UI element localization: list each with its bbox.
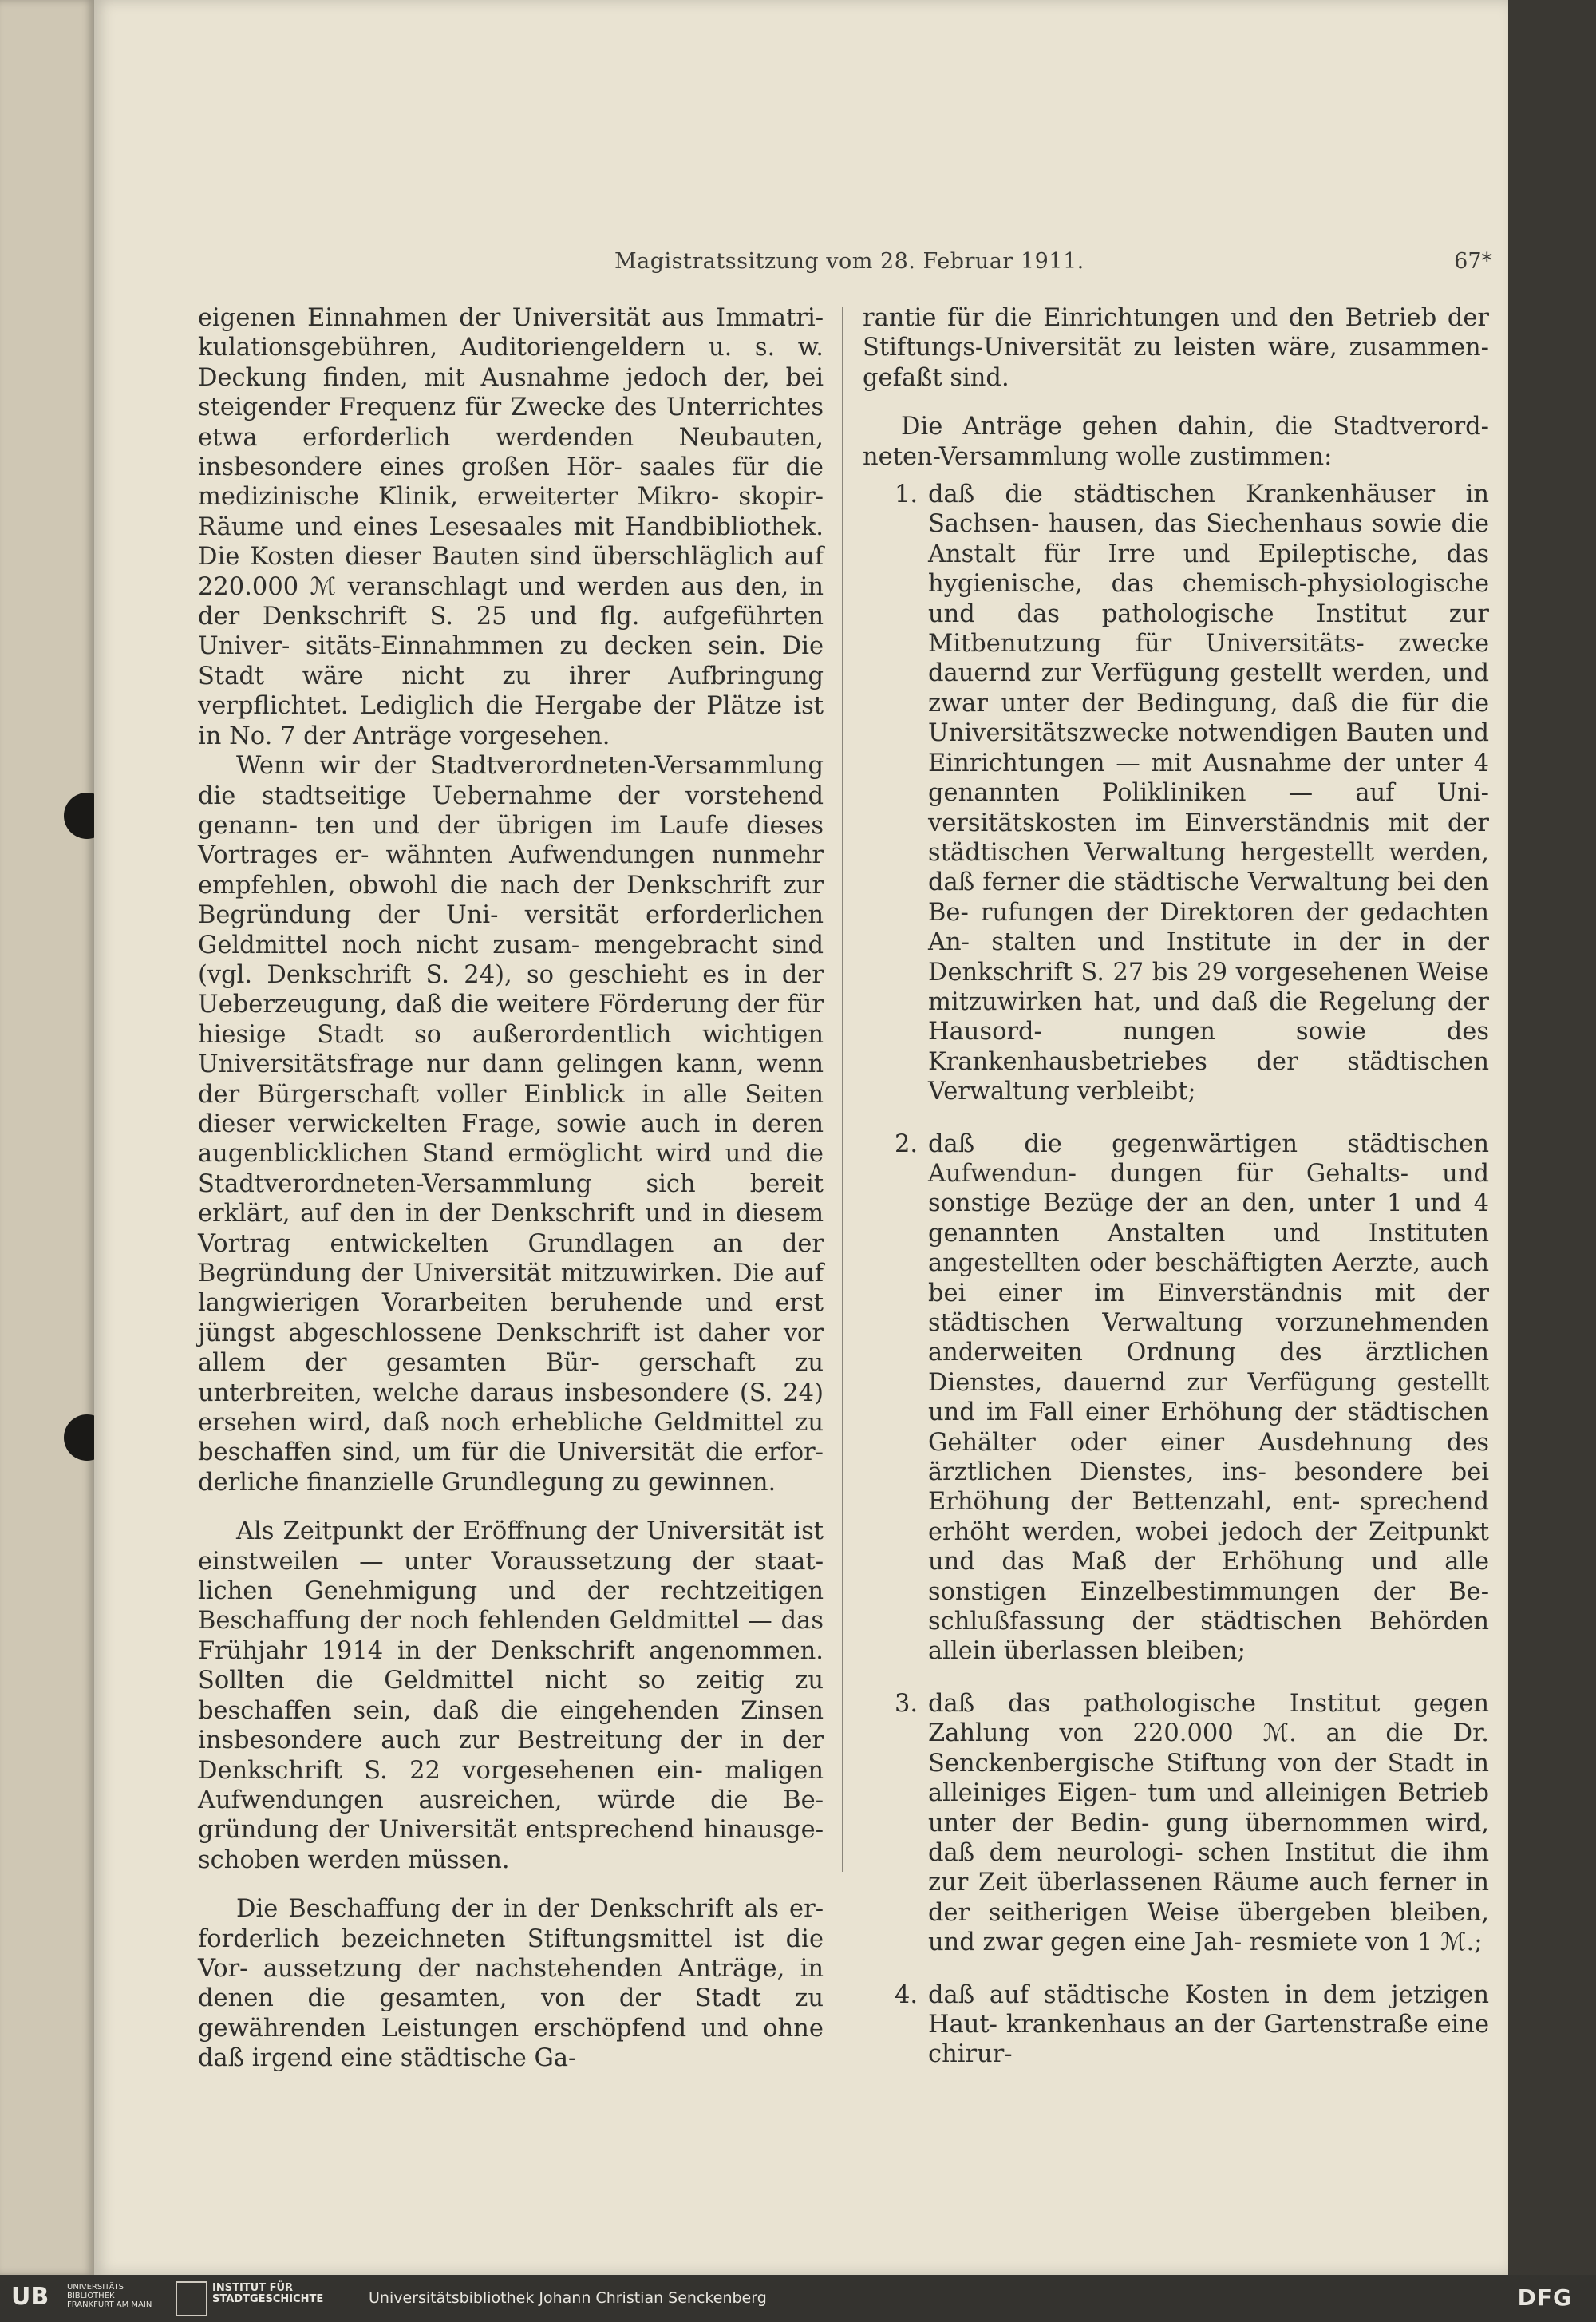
left-column — [198, 303, 824, 2074]
header-title: Magistratssitzung vom 28. Februar 1911. — [614, 249, 1084, 274]
institute-logo-text: INSTITUT FÜR STADTGESCHICHTE — [212, 2282, 324, 2305]
ub-logo-text: UNIVERSITÄTS BIBLIOTHEK FRANKFURT AM MAIN — [67, 2283, 152, 2309]
institute-logo-icon[interactable] — [176, 2281, 207, 2316]
ub-logo[interactable]: UB — [11, 2283, 49, 2311]
list-item-text: daß die städtischen Krankenhäuser in Sachsen- hausen, das Siechenhaus sowie die Anstalt für Irre und Epileptische, das hygienische, das chemisch-physiologische und das pathologische Institut zur Mitbenutzung für Universitäts- zwecke dauernd zur Verfügung gestellt werden, und zwar unter der Bedingung, daß die für die Universitätszwecke notwendigen Bauten und Einrichtungen — mit Ausnahme der unter 4 genannten Polikliniken — auf Uni- versitätskosten im Einverständnis mit der städtischen Verwaltung hergestellt werden, daß ferner die städtische Verwaltung bei den Be- rufungen der Direktoren der gedachten An- stalten und Institute in der in der Denkschrift S. 27 bis 29 vorgesehenen Weise mitzuwirken hat, und daß die Regelung der Hausord- nungen sowie des Krankenhausbetriebes der städtischen Verwaltung verbleibt; — [928, 481, 1489, 1106]
running-header — [200, 249, 1492, 281]
list-item-text: daß die gegenwärtigen städtischen Aufwendun- dungen für Gehalts- und sonstige Bezüge der an den, unter 1 und 4 genannten Anstalten und Instituten angestellten oder beschäftigten Aerzte, auch bei einer im Einverständnis mit der städtischen Verwaltung vorzunehmenden anderweiten Ordnung des ärztlichen Dienstes, dauernd zur Verfügung gestellt und im Fall einer Erhöhung der städtischen Gehälter oder einer Ausdehnung des ärztlichen Dienstes, ins- besondere bei Erhöhung der Bettenzahl, ent- sprechend erhöht werden, wobei jedoch der Zeitpunkt und das Maß der Erhöhung und alle sonstigen Einzelbestimmungen der Be- schlußfassung der städtischen Behörden allein überlassen bleiben; — [928, 1129, 1489, 1666]
paragraph: Wenn wir der Stadtverordneten-Versammlung die stadtseitige Uebernahme der vorstehend genann- ten und der übrigen im Laufe dieses Vortrages er- wähnten Aufwendungen nunmehr empfehlen, obwohl die nach der Denkschrift zur Begründung der Uni- versität erforderlichen Geldmittel noch nicht zusam- mengebracht sind (vgl. Denkschrift S. 24), so geschieht es in der Ueberzeugung, daß die weitere Förderung der für hiesige Stadt so außerordentlich wichtigen Universitätsfrage nur dann gelingen kann, wenn der Bürgerschaft voller Einblick in alle Seiten dieser verwickelten Frage, sowie auch in deren augenblicklichen Stand ermöglicht wird und die Stadtverordneten-Versammlung sich bereit erklärt, auf den in der Denkschrift und in diesem Vortrag entwickelten Grundlagen an der Begründung der Universität mitzuwirken. Die auf langwierigen Vorarbeiten beruhende und erst jüngst abgeschlossene Denkschrift ist daher vor allem der gesamten Bür- gerschaft zu unterbreiten, welche daraus insbesondere (S. 24) ersehen wird, daß noch erhebliche Geldmittel zu beschaffen sind, um für die Universität die erfor- derliche finanzielle Grundlegung zu gewinnen. — [198, 752, 824, 1497]
paragraph: Die Beschaffung der in der Denkschrift als er- forderlich bezeichneten Stiftungsmittel ist die Vor- aussetzung der nachstehenden Anträge, in denen die gesamten, von der Stadt zu gewährenden Leistungen erschöpfend und ohne daß irgend eine städtische Ga- — [198, 1895, 824, 2073]
right-column — [863, 303, 1489, 2070]
list-item — [863, 1129, 1489, 1667]
list-item-text: daß das pathologische Institut gegen Zahlung von 220.000 ℳ. an die Dr. Senckenbergische Stiftung von der Stadt in alleiniges Eigen- tum und alleinigen Betrieb unter der Bedin- gung übernommen wird, daß dem neurologi- schen Institut die ihm zur Zeit überlassenen Räume auch ferner in der seitherigen Weise übergeben bleiben, und zwar gegen eine Jah- resmiete von 1 ℳ.; — [928, 1689, 1489, 1957]
viewer-footer — [0, 2275, 1596, 2322]
paragraph: eigenen Einnahmen der Universität aus Immatri- kulationsgebühren, Auditoriengeldern u. s. w. Deckung finden, mit Ausnahme jedoch der, bei steigender Frequenz für Zwecke des Unterrichtes etwa erforderlich werdenden Neubauten, insbesondere eines großen Hör- saales für die medizinische Klinik, erweiterter Mikro- skopir-Räume und eines Lesesaales mit Handbibliothek. Die Kosten dieser Bauten sind überschläglich auf 220.000 ℳ veranschlagt und werden aus den, in der Denkschrift S. 25 und flg. aufgeführten Univer- sitäts-Einnahmmen zu decken sein. Die Stadt wäre nicht zu ihrer Aufbringung verpflichtet. Lediglich die Hergabe der Plätze ist in No. 7 der Anträge vorgesehen. — [198, 304, 824, 750]
page-number: 67* — [1454, 249, 1492, 274]
list-item-number: 2. — [895, 1129, 918, 1158]
list-item-number: 3. — [895, 1689, 918, 1718]
column-divider — [842, 307, 843, 1872]
paragraph: Die Anträge gehen dahin, die Stadtverord- neten-Versammlung wolle zustimmen: — [863, 413, 1489, 471]
list-item-text: daß auf städtische Kosten in dem jetzigen Haut- krankenhaus an der Gartenstraße eine chirur- — [928, 1980, 1489, 2069]
library-name: Universitätsbibliothek Johann Christian Senckenberg — [369, 2289, 767, 2307]
list-item — [863, 1980, 1489, 2070]
dfg-logo[interactable]: DFG — [1517, 2284, 1572, 2311]
list-item-number: 1. — [895, 481, 918, 509]
list-item-number: 4. — [895, 1980, 918, 2009]
list-item — [863, 1689, 1489, 1958]
paragraph: Als Zeitpunkt der Eröffnung der Universität ist einstweilen — unter Voraussetzung der staat- lichen Genehmigung und der rechtzeitigen Beschaffung der noch fehlenden Geldmittel — das Frühjahr 1914 in der Denkschrift angenommen. Sollten die Geldmittel nicht so zeitig zu beschaffen sein, daß die eingehenden Zinsen insbesondere auch zur Bestreitung der in der Denkschrift S. 22 vorgesehenen ein- maligen Aufwendungen ausreichen, würde die Be- gründung der Universität entsprechend hinausge- schoben werden müssen. — [198, 1517, 824, 1874]
paragraph: rantie für die Einrichtungen und den Betrieb der Stiftungs-Universität zu leisten wäre, zusammen- gefaßt sind. — [863, 304, 1489, 392]
facing-page-edge — [0, 0, 94, 2275]
list-item — [863, 480, 1489, 1107]
